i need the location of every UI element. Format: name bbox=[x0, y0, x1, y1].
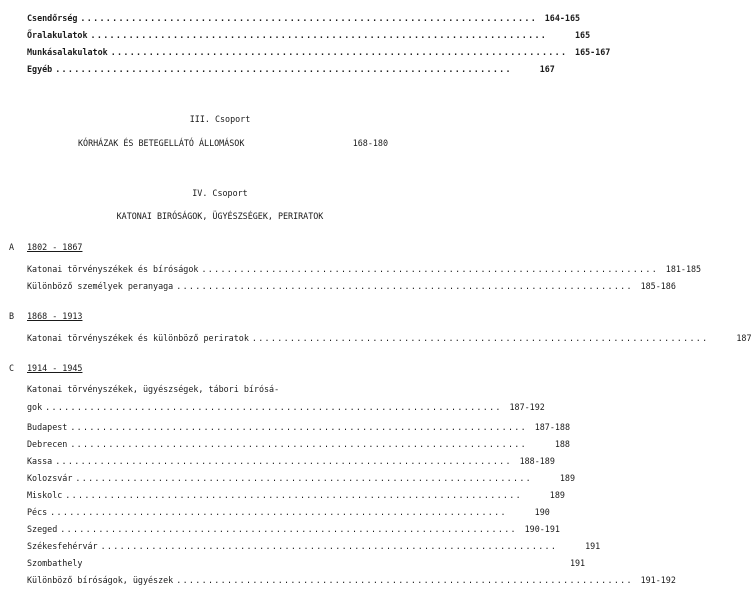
toc-entry bbox=[27, 47, 611, 57]
toc-entry-page: 191 bbox=[569, 558, 586, 568]
dot-leader: ........................................................................ bbox=[176, 575, 633, 585]
section-range: 1802 - 1867 bbox=[27, 242, 83, 252]
toc-entry bbox=[27, 402, 545, 412]
toc-entry-page: 187 bbox=[736, 333, 752, 343]
toc-entry-title: Katonai törvényszékek és bíróságok bbox=[27, 264, 199, 274]
section-letter: A bbox=[9, 242, 15, 252]
toc-entry bbox=[27, 64, 555, 74]
section-range: 1914 - 1945 bbox=[27, 363, 83, 373]
toc-entry bbox=[27, 422, 570, 432]
toc-entry-title: Miskolc bbox=[27, 490, 63, 500]
toc-entry bbox=[27, 575, 676, 585]
dot-leader: ........................................................................ bbox=[60, 524, 517, 534]
dot-leader: ........................................................................ bbox=[75, 473, 533, 483]
group-label: III. Csoport bbox=[189, 114, 251, 124]
group-page: 168-180 bbox=[352, 138, 388, 148]
toc-entry-title: Különböző személyek peranyaga bbox=[27, 281, 174, 291]
toc-entry-title: Debrecen bbox=[27, 439, 68, 449]
dot-leader: ........................................................................ bbox=[176, 281, 633, 291]
toc-entry-page: 191 bbox=[585, 541, 601, 551]
toc-entry bbox=[27, 541, 601, 551]
section-range: 1868 - 1913 bbox=[27, 311, 83, 321]
toc-entry-page: 189 bbox=[559, 473, 576, 483]
toc-entry-title: Különböző bíróságok, ügyészek bbox=[27, 575, 174, 585]
group-title: KÓRHÁZAK ÉS BETEGELLÁTÓ ÁLLOMÁSOK bbox=[78, 138, 245, 148]
toc-entry-page: 190 bbox=[534, 507, 550, 517]
group-heading bbox=[78, 138, 388, 148]
section-letter: B bbox=[9, 311, 15, 321]
dot-leader: ........................................................................ bbox=[90, 30, 548, 40]
toc-entry-title: Csendőrség bbox=[27, 13, 78, 23]
toc-entry bbox=[27, 333, 752, 343]
toc-entry bbox=[27, 524, 560, 534]
toc-entry-page: 181-185 bbox=[665, 264, 702, 274]
toc-entry-title: Kolozsvár bbox=[27, 473, 73, 483]
toc-entry-title-line2: gok bbox=[27, 402, 43, 412]
toc-entry bbox=[27, 30, 591, 40]
toc-entry-page: 189 bbox=[549, 490, 565, 500]
toc-entry bbox=[27, 507, 550, 517]
dot-leader: ........................................................................ bbox=[70, 422, 527, 432]
toc-entry bbox=[27, 456, 555, 466]
toc-entry-title: Szombathely bbox=[27, 558, 83, 568]
toc-entry bbox=[27, 490, 565, 500]
dot-leader: ........................................................................ bbox=[70, 439, 527, 449]
toc-entry-title: Egyéb bbox=[27, 64, 53, 74]
toc-entry bbox=[27, 558, 586, 568]
toc-entry bbox=[27, 473, 576, 483]
group-title: KATONAI BIRÓSÁGOK, ÜGYÉSZSÉGEK, PERIRATOK bbox=[116, 211, 324, 221]
toc-entry bbox=[27, 281, 676, 291]
toc-entry-page: 185-186 bbox=[640, 281, 676, 291]
toc-entry-title: Őralakulatok bbox=[27, 30, 88, 40]
toc-entry-page: 188-189 bbox=[519, 456, 555, 466]
toc-entry bbox=[27, 439, 570, 449]
toc-entry bbox=[27, 264, 702, 274]
dot-leader: ........................................................................ bbox=[100, 541, 558, 551]
toc-entry-page: 190-191 bbox=[524, 524, 560, 534]
dot-leader: ........................................................................ bbox=[251, 333, 709, 343]
toc-entry-title: Munkásalakulatok bbox=[27, 47, 108, 57]
toc-entry bbox=[27, 13, 581, 23]
dot-leader: ........................................................................ bbox=[65, 490, 522, 500]
toc-entry-title: Székesfehérvár bbox=[27, 541, 98, 551]
toc-entry-page: 188 bbox=[554, 439, 570, 449]
toc-entry-title: Katonai törvényszékek és különböző periratok bbox=[27, 333, 249, 343]
section-letter: C bbox=[9, 363, 15, 373]
toc-entry-page: 165-167 bbox=[575, 47, 611, 57]
toc-entry-page: 187-192 bbox=[509, 402, 545, 412]
toc-entry-page: 187-188 bbox=[534, 422, 570, 432]
toc-entry-page: 164-165 bbox=[544, 13, 581, 23]
group-label: IV. Csoport bbox=[192, 188, 248, 198]
dot-leader: ........................................................................ bbox=[55, 456, 512, 466]
toc-entry-title-line1: Katonai törvényszékek, ügyészségek, tábori bírósá- bbox=[27, 384, 280, 394]
toc-entry-page: 191-192 bbox=[640, 575, 676, 585]
toc-entry-page: 165 bbox=[575, 30, 591, 40]
toc-entry-title: Budapest bbox=[27, 422, 68, 432]
dot-leader: ........................................................................ bbox=[201, 264, 659, 274]
dot-leader: ........................................................................ bbox=[55, 64, 512, 74]
toc-entry-title: Pécs bbox=[27, 507, 48, 517]
dot-leader: ........................................................................ bbox=[45, 402, 502, 412]
toc-entry-title: Kassa bbox=[27, 456, 53, 466]
toc-entry-page: 167 bbox=[539, 64, 555, 74]
dot-leader: ........................................................................ bbox=[110, 47, 568, 57]
dot-leader: ........................................................................ bbox=[80, 13, 538, 23]
dot-leader: ........................................................................ bbox=[50, 507, 507, 517]
toc-entry-title: Szeged bbox=[27, 524, 58, 534]
